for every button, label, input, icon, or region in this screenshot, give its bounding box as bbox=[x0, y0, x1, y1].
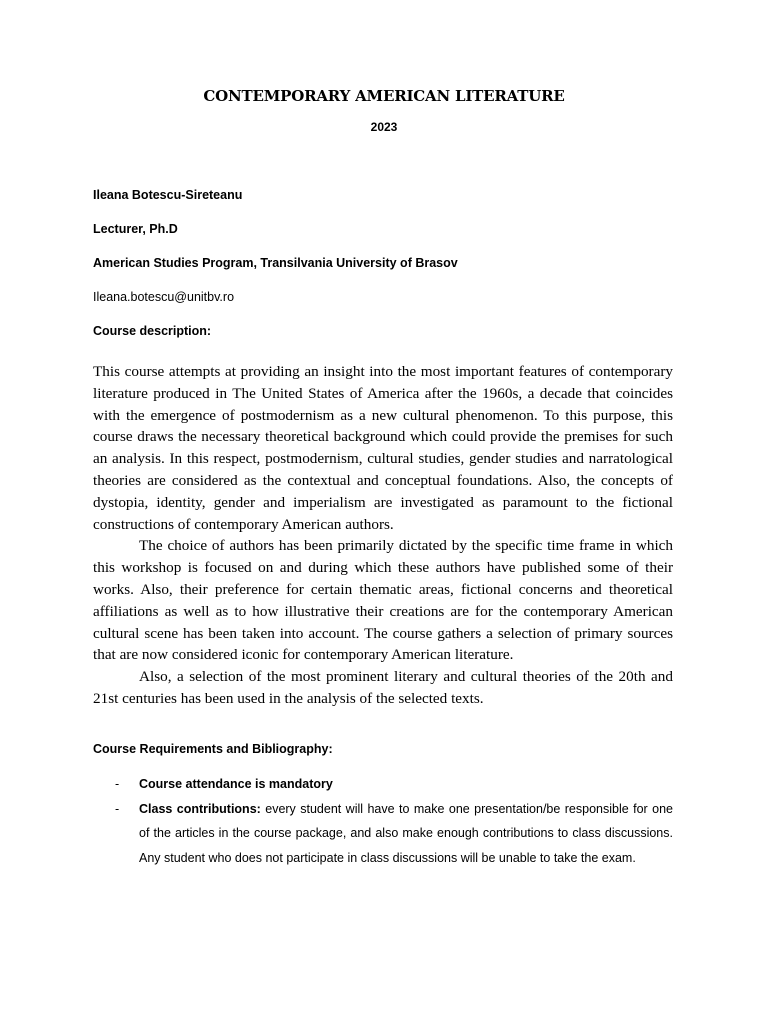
requirement-item bbox=[93, 772, 673, 797]
description-paragraph: Also, a selection of the most prominent literary and cultural theories of the 20th and 21st centuries has been used in the analysis of the selected texts. bbox=[93, 668, 673, 707]
author-affiliation: American Studies Program, Transilvania University of Brasov bbox=[93, 256, 458, 270]
course-description bbox=[93, 361, 673, 710]
requirements-list bbox=[93, 772, 673, 870]
document-title: CONTEMPORARY AMERICAN LITERATURE bbox=[203, 87, 565, 105]
author-email: Ileana.botescu@unitbv.ro bbox=[93, 290, 235, 304]
requirements-heading: Course Requirements and Bibliography: bbox=[93, 742, 333, 756]
author-position: Lecturer, Ph.D bbox=[93, 222, 178, 236]
document-year: 2023 bbox=[370, 120, 398, 134]
requirement-item bbox=[93, 797, 673, 871]
description-paragraph: The choice of authors has been primarily dictated by the specific time frame in which this workshop is focused on and during which these authors have published some of their works. Also, their preference for certain thematic areas, fictional concerns and theoretical affiliations as well as to how illustrative their creations are for the contemporary American cultural scene has been taken into account. The course gathers a selection of primary sources that are now considered iconic for contemporary American literature. bbox=[93, 537, 673, 664]
list-bullet: - bbox=[115, 777, 120, 791]
author-name: Ileana Botescu-Sireteanu bbox=[93, 188, 243, 202]
description-paragraph: This course attempts at providing an insight into the most important features of contemporary literature produced in The United States of America after the 1960s, a decade that coincides with the emergence of postmodernism as a new cultural phenomenon. To this purpose, this course draws the necessary theoretical background which could provide the premises for such an analysis. In this respect, postmodernism, cultural studies, gender studies and narratological theories are considered as the contextual and conceptual foundations. Also, the concepts of dystopia, identity, gender and imperialism are investigated as paramount to the fictional constructions of contemporary American authors. bbox=[93, 363, 673, 533]
course-description-heading: Course description: bbox=[93, 324, 212, 338]
list-bullet: - bbox=[115, 801, 120, 816]
requirement-lead: Course attendance is mandatory bbox=[139, 777, 333, 791]
requirement-text: every student will have to make one presentation/be responsible for one of the articles in the course package, and also make enough contributions to class discussions. Any student who does not participate in class discussions will be unable to take the exam. bbox=[139, 801, 673, 865]
requirement-lead: Class contributions: bbox=[139, 801, 261, 816]
